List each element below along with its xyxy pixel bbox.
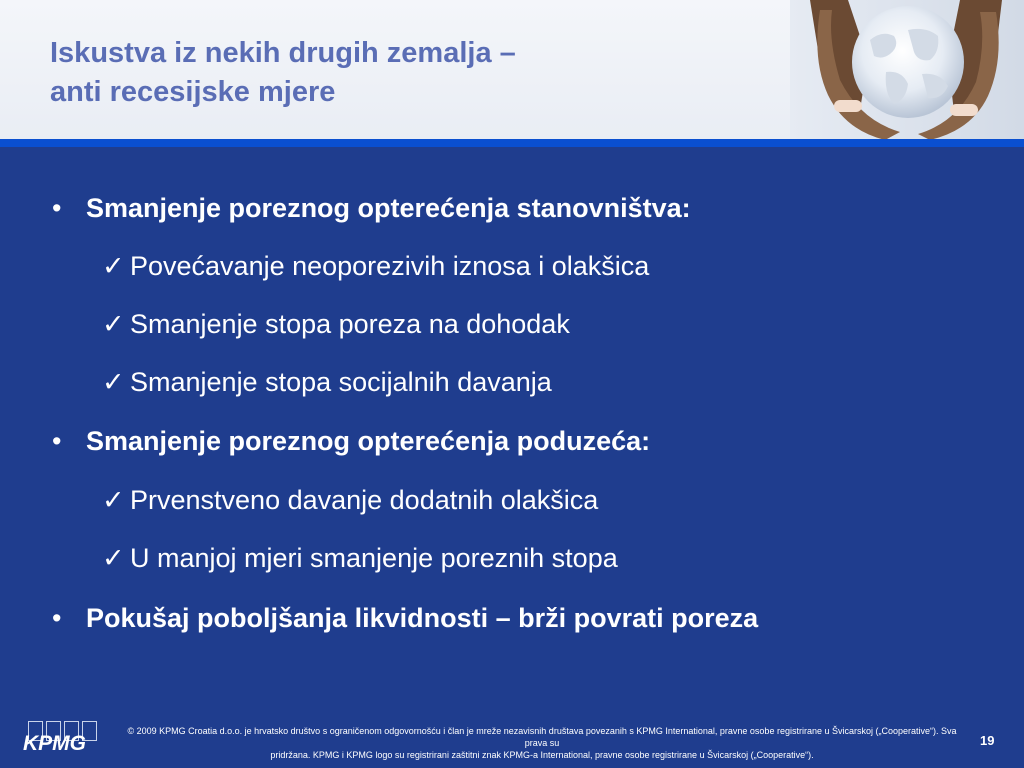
check-icon: ✓ <box>102 485 125 515</box>
slide-body <box>0 147 1024 707</box>
check-icon: ✓ <box>102 309 125 339</box>
bullet-marker: • <box>52 193 62 223</box>
copyright-line-1: © 2009 KPMG Croatia d.o.o. je hrvatsko društvo s ograničenom odgovornošću i član je mreže nezavisnih društava povezanih s KPMG International, pravne osobe registrirane u Švicarskoj („Cooperative“). Sva prava su <box>127 726 957 748</box>
bullet-text: Pokušaj poboljšanja likvidnosti – brži povrati poreza <box>86 603 759 633</box>
bullet-item <box>52 193 691 224</box>
check-item-text: Smanjenje stopa poreza na dohodak <box>130 309 570 339</box>
slide-title <box>50 34 750 112</box>
bullet-item <box>52 426 650 457</box>
header-divider <box>0 139 1024 147</box>
check-item <box>102 485 598 516</box>
check-item <box>102 367 552 398</box>
check-icon: ✓ <box>102 251 125 281</box>
check-icon: ✓ <box>102 543 125 573</box>
check-item <box>102 543 618 574</box>
bullet-marker: • <box>52 603 62 633</box>
check-icon: ✓ <box>102 367 125 397</box>
title-line-1: Iskustva iz nekih drugih zemalja – <box>50 37 516 69</box>
check-item-text: Prvenstveno davanje dodatnih olakšica <box>130 485 599 515</box>
check-item-text: Smanjenje stopa socijalnih davanja <box>130 367 552 397</box>
copyright-notice <box>122 725 962 761</box>
kpmg-logo: KPMG <box>23 732 86 755</box>
check-item <box>102 251 649 282</box>
hands-globe-image <box>790 0 1024 140</box>
check-item <box>102 309 570 340</box>
title-line-2: anti recesijske mjere <box>50 76 336 108</box>
page-number: 19 <box>980 733 995 748</box>
slide-header <box>0 0 1024 140</box>
copyright-line-2: pridržana. KPMG i KPMG logo su registrirani zaštitni znak KPMG-a International, pravne osobe registrirane u Švicarskoj („Cooperative“). <box>270 750 814 760</box>
check-item-text: U manjoj mjeri smanjenje poreznih stopa <box>130 543 618 573</box>
slide-footer <box>0 707 1024 768</box>
bullet-marker: • <box>52 426 62 456</box>
bullet-text: Smanjenje poreznog opterećenja stanovništva: <box>86 193 691 223</box>
check-item-text: Povećavanje neoporezivih iznosa i olakšica <box>130 251 650 281</box>
bullet-text: Smanjenje poreznog opterećenja poduzeća: <box>86 426 651 456</box>
bullet-item <box>52 603 758 634</box>
